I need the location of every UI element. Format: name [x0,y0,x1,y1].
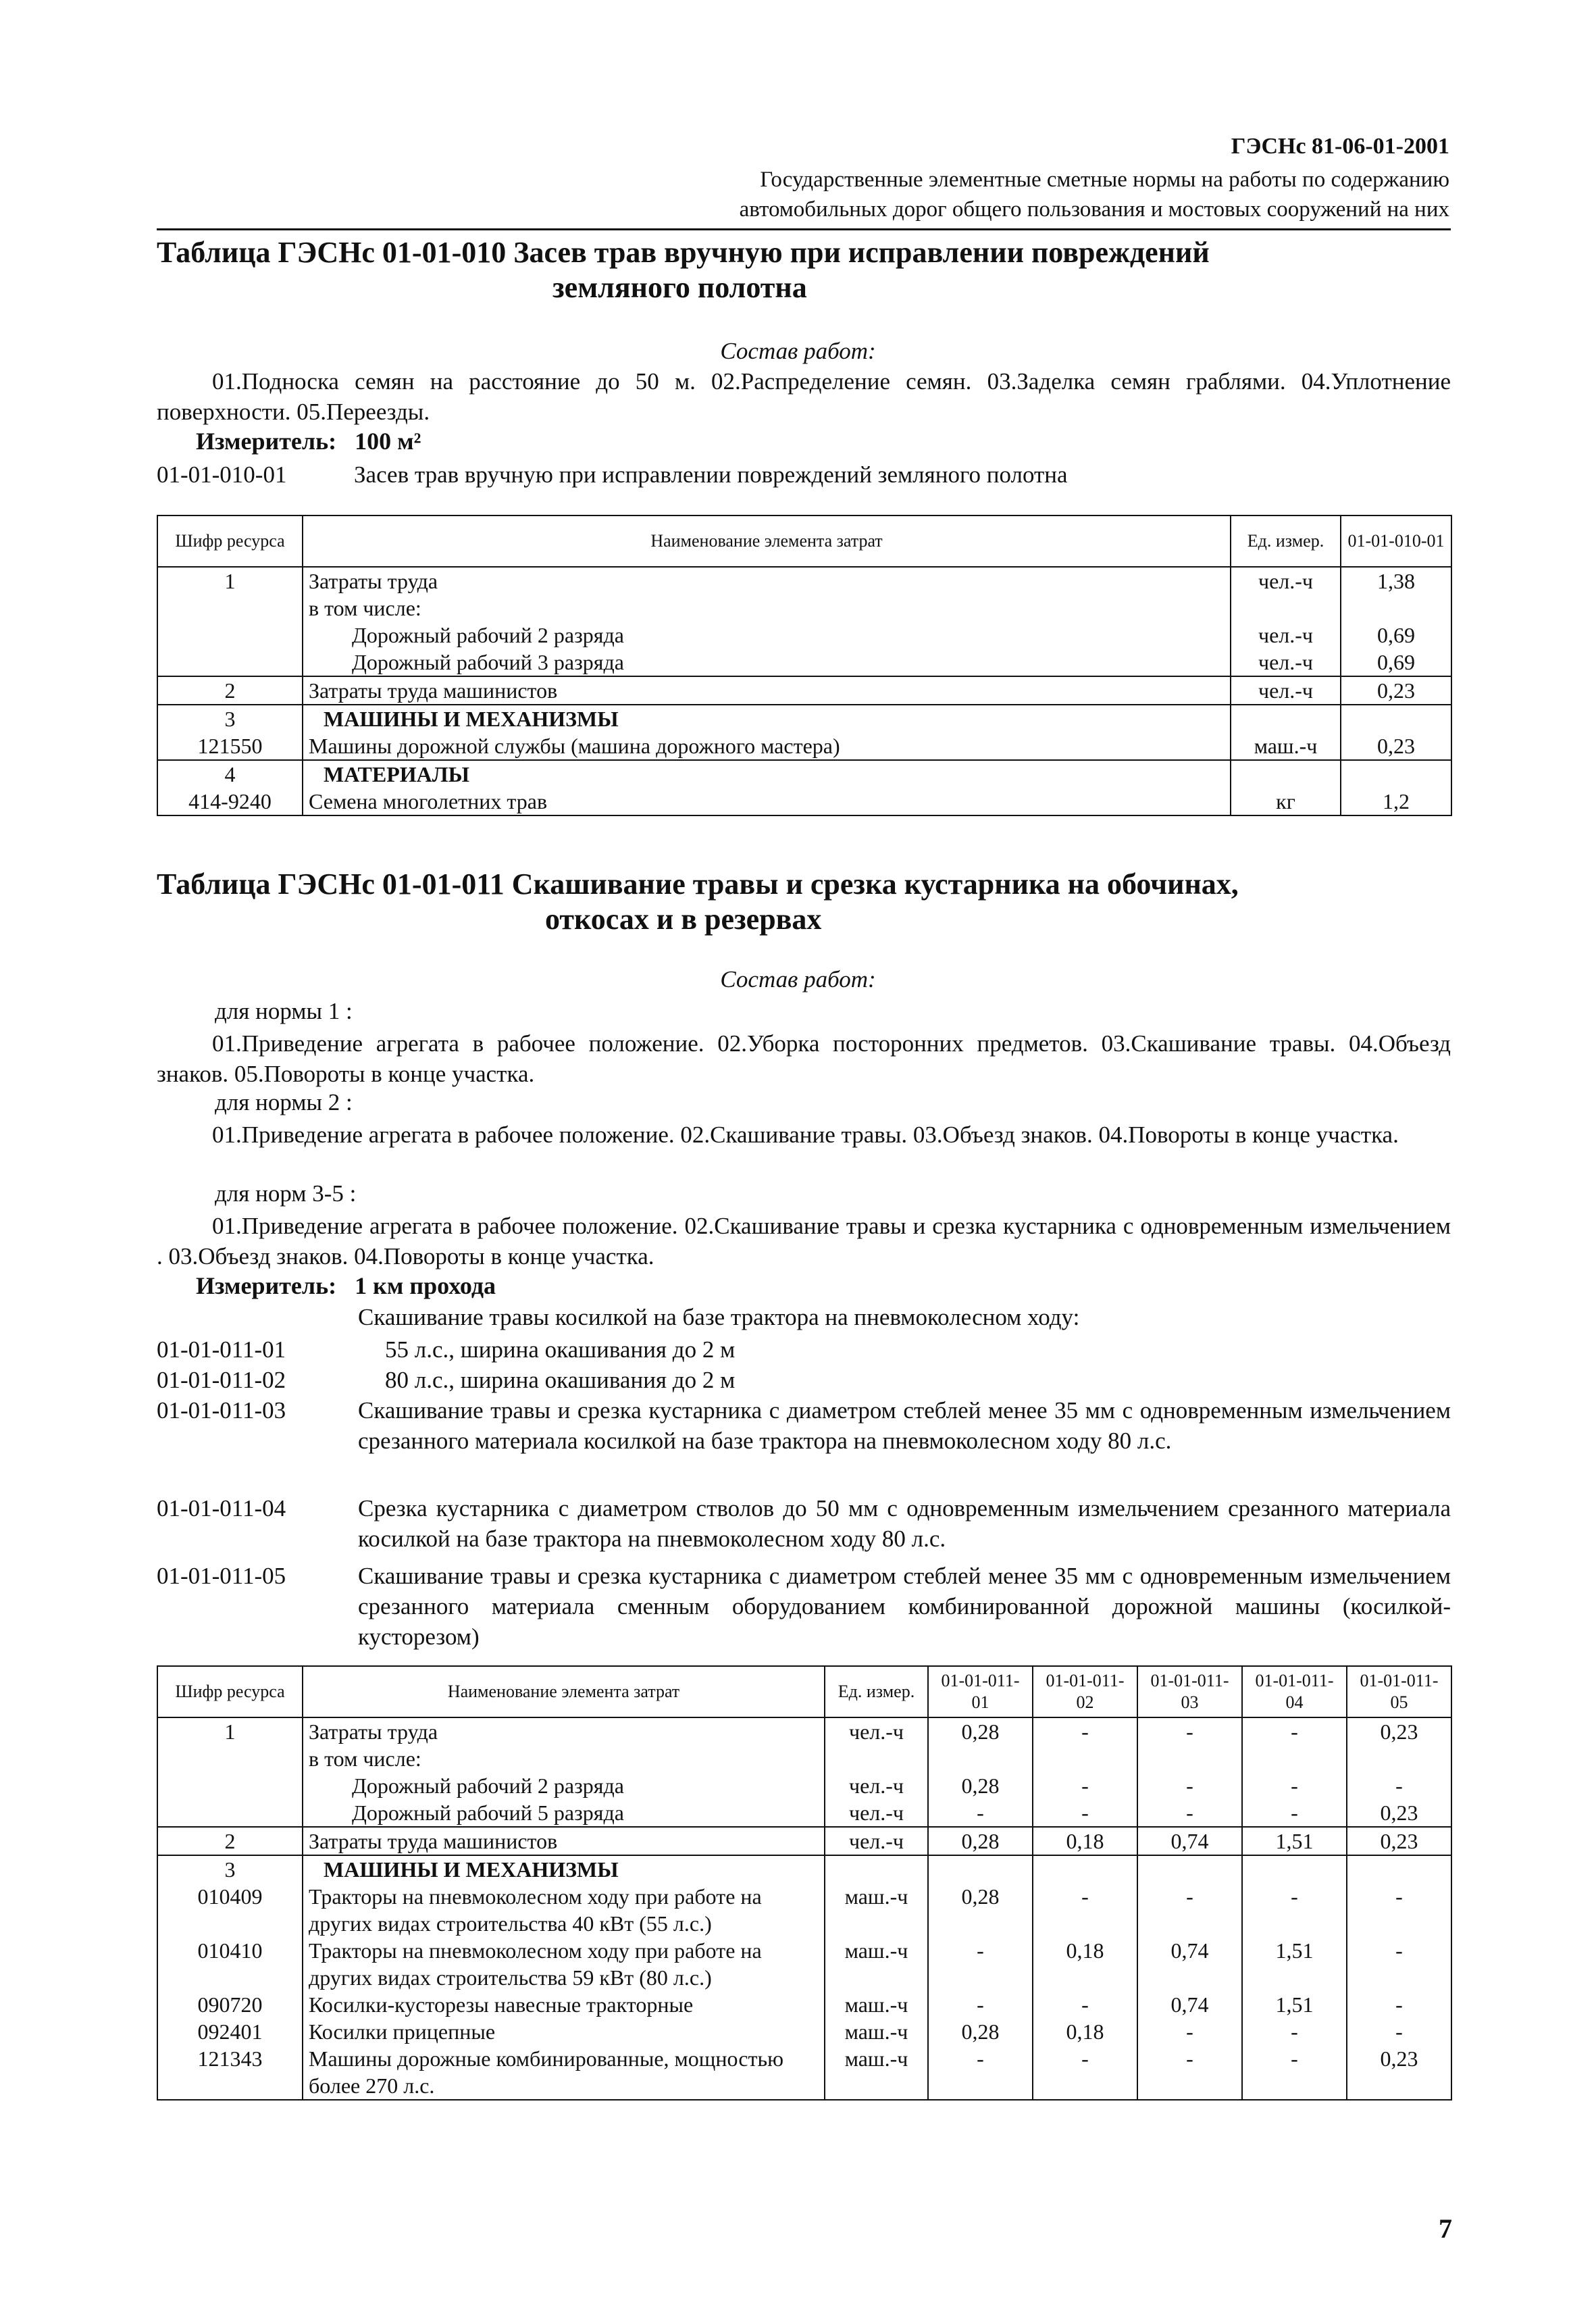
row-name: Дорожный рабочий 2 разряда [303,622,1231,649]
row-code [157,1799,303,1827]
row-value [1347,1855,1451,1883]
norm-row [157,1334,1451,1365]
row-value: 0,28 [928,1772,1033,1799]
row-code: 3 [157,1855,303,1883]
row-name: Затраты труда машинистов [303,676,1231,705]
row-value: - [1242,1717,1347,1745]
row-value: 0,28 [928,1827,1033,1855]
row-name: Дорожный рабочий 3 разряда [303,649,1231,676]
table-row [157,1717,1451,1745]
row-name: Косилки-кусторезы навесные тракторные [303,1991,825,2018]
row-value: - [1033,2045,1137,2100]
col-header-name: Наименование элемента затрат [303,515,1231,567]
row-code: 121343 [157,2045,303,2100]
norm2-work-text: 01.Приведение агрегата в рабочее положение. 02.Скашивание травы. 03.Объезд знаков. 04.Повороты в конце участка. [212,1122,1399,1148]
table-row [157,2018,1451,2045]
norm-row [157,1561,1451,1652]
table2-grid [157,1665,1452,2101]
row-value: 0,23 [1347,1827,1451,1855]
row-value [1242,1855,1347,1883]
col-header-code: Шифр ресурса [157,515,303,567]
row-value [1137,1855,1242,1883]
norm-row [157,1365,1451,1395]
row-value: - [1242,2045,1347,2100]
row-value: - [1347,1991,1451,2018]
row-value: - [928,1799,1033,1827]
table1-work-heading: Состав работ: [720,338,876,364]
norm-description: Скашивание травы и срезка кустарника с диаметром стеблей менее 35 мм с одновременным измельчением срезанного материала сменным оборудованием комбинированной дорожной машины (косилкой-кусторезом) [358,1563,1451,1650]
row-value: 0,23 [1341,676,1451,705]
row-value: 0,74 [1137,1991,1242,2018]
row-value: 0,74 [1137,1827,1242,1855]
norm-row [157,1493,1451,1554]
table-row [157,1799,1451,1827]
row-value [1341,595,1451,622]
row-value: 0,18 [1033,2018,1137,2045]
row-value: - [1347,2018,1451,2045]
row-name: МАТЕРИАЛЫ [303,760,1231,788]
measure-value: 100 м² [355,428,421,455]
row-value: - [1347,1937,1451,1991]
row-value: 0,28 [928,2018,1033,2045]
row-unit: маш.-ч [1231,732,1341,760]
row-name: Машины дорожной службы (машина дорожного мастера) [303,732,1231,760]
col-header-norm: 01-01-011-02 [1033,1666,1137,1717]
row-value [1033,1745,1137,1772]
row-value: - [1242,2018,1347,2045]
row-code: 414-9240 [157,788,303,815]
table-row [157,1991,1451,2018]
row-unit: маш.-ч [825,1937,928,1991]
row-code [157,649,303,676]
row-value: - [1137,1883,1242,1937]
row-unit: чел.-ч [825,1827,928,1855]
row-value: 0,69 [1341,622,1451,649]
page-number: 7 [1439,2213,1452,2244]
col-header-name: Наименование элемента затрат [303,1666,825,1717]
measure-value: 1 км прохода [355,1272,496,1299]
header-line-1: Государственные элементные сметные нормы на работы по содержанию [760,168,1449,192]
row-code: 1 [157,1717,303,1745]
row-name: в том числе: [303,1745,825,1772]
row-value: - [928,1991,1033,2018]
row-code: 092401 [157,2018,303,2045]
row-unit: чел.-ч [825,1772,928,1799]
row-value: - [1242,1772,1347,1799]
table-row [157,1745,1451,1772]
row-value: - [1137,2018,1242,2045]
row-value: - [1137,1717,1242,1745]
row-value: 1,51 [1242,1827,1347,1855]
col-header-norm: 01-01-010-01 [1341,515,1451,567]
table-row [157,1772,1451,1799]
table2-title: Таблица ГЭСНс 01-01-011 Скашивание травы и срезка кустарника на обочинах, [157,867,1239,901]
row-name: Затраты труда машинистов [303,1827,825,1855]
row-code: 010409 [157,1883,303,1937]
norm-code: 01-01-011-04 [157,1495,286,1521]
norm3-work-text: 01.Приведение агрегата в рабочее положение. 02.Скашивание травы и срезка кустарника с одновременным измельчением . 03.Объезд знаков. 04.Повороты в конце участка. [157,1213,1451,1269]
row-code: 1 [157,567,303,595]
norm2-label: для нормы 2 : [215,1089,353,1115]
row-value: 0,23 [1347,1717,1451,1745]
row-value: 1,38 [1341,567,1451,595]
row-code [157,1772,303,1799]
col-header-norm: 01-01-011-05 [1347,1666,1451,1717]
row-value: 0,18 [1033,1827,1137,1855]
norm-description: Срезка кустарника с диаметром стволов до 50 мм с одновременным измельчением срезанного материала косилкой на базе трактора на пневмоколесном ходу 80 л.с. [358,1495,1451,1552]
table-row [157,1883,1451,1937]
row-value: - [1137,2045,1242,2100]
row-value: 1,2 [1341,788,1451,815]
row-value: - [1137,1772,1242,1799]
row-unit: маш.-ч [825,1883,928,1937]
row-code: 2 [157,676,303,705]
row-name: Дорожный рабочий 2 разряда [303,1772,825,1799]
row-value: - [1242,1799,1347,1827]
row-name: МАШИНЫ И МЕХАНИЗМЫ [303,705,1231,732]
norm-row [157,1395,1451,1486]
row-unit: чел.-ч [1231,676,1341,705]
table-row [157,1855,1451,1883]
row-value: 0,18 [1033,1937,1137,1991]
row-value: - [1137,1799,1242,1827]
header-rule [157,228,1451,230]
row-value: 0,69 [1341,649,1451,676]
row-value: 0,23 [1347,2045,1451,2100]
norm3-label: для норм 3-5 : [215,1180,357,1207]
row-code [157,595,303,622]
norm-description: Засев трав вручную при исправлении повреждений земляного полотна [354,461,1068,488]
norm-code: 01-01-011-03 [157,1397,286,1424]
col-header-norm: 01-01-011-01 [928,1666,1033,1717]
col-header-norm: 01-01-011-03 [1137,1666,1242,1717]
table2-measure [196,1272,496,1300]
measure-label: Измеритель: [196,1272,337,1299]
row-value: 0,74 [1137,1937,1242,1991]
table2-title-cont: откосах и в резервах [545,903,822,936]
measure-label: Измеритель: [196,428,337,455]
row-code: 090720 [157,1991,303,2018]
norm-code: 01-01-011-05 [157,1563,286,1589]
norm-code: 01-01-011-02 [157,1367,286,1393]
row-name: Машины дорожные комбинированные, мощностью более 270 л.с. [303,2045,825,2100]
row-unit: чел.-ч [1231,622,1341,649]
row-code: 4 [157,760,303,788]
row-code: 121550 [157,732,303,760]
norm-description: 55 л.с., ширина окашивания до 2 м [385,1336,736,1363]
row-value: 0,28 [928,1717,1033,1745]
row-value [1033,1855,1137,1883]
row-value [1341,760,1451,788]
row-unit: маш.-ч [825,2045,928,2100]
row-value: - [1033,1799,1137,1827]
row-name: Дорожный рабочий 5 разряда [303,1799,825,1827]
row-unit: маш.-ч [825,2018,928,2045]
row-value: - [1242,1883,1347,1937]
row-value: - [1033,1883,1137,1937]
table1-title: Таблица ГЭСНс 01-01-010 Засев трав вручную при исправлении повреждений [157,236,1210,269]
row-code [157,622,303,649]
norm-code: 01-01-010-01 [157,461,287,488]
norm1-work-text: 01.Приведение агрегата в рабочее положение. 02.Уборка посторонних предметов. 03.Скашивание травы. 04.Объезд знаков. 05.Повороты в конце участка. [157,1030,1451,1087]
row-name: Затраты труда [303,567,1231,595]
row-code: 010410 [157,1937,303,1991]
norm-code: 01-01-011-01 [157,1336,286,1363]
row-value: 1,51 [1242,1937,1347,1991]
row-unit [1231,595,1341,622]
row-value: - [1033,1772,1137,1799]
row-unit [1231,760,1341,788]
row-value [928,1745,1033,1772]
row-name: в том числе: [303,595,1231,622]
table1-grid [157,515,1452,816]
row-name: Тракторы на пневмоколесном ходу при работе на других видах строительства 59 кВт (80 л.с.) [303,1937,825,1991]
norm1-label: для нормы 1 : [215,998,353,1024]
row-value: - [1033,1991,1137,2018]
table-row [157,1827,1451,1855]
row-value: - [928,1937,1033,1991]
row-value: 0,23 [1347,1799,1451,1827]
row-code [157,1745,303,1772]
row-unit: чел.-ч [825,1717,928,1745]
row-code: 2 [157,1827,303,1855]
row-unit: кг [1231,788,1341,815]
row-value: 0,23 [1341,732,1451,760]
col-header-code: Шифр ресурса [157,1666,303,1717]
row-value: - [1347,1772,1451,1799]
row-value [1137,1745,1242,1772]
row-name: Косилки прицепные [303,2018,825,2045]
document-code: ГЭСНс 81-06-01-2001 [1231,134,1449,159]
row-name: Затраты труда [303,1717,825,1745]
header-line-2: автомобильных дорог общего пользования и мостовых сооружений на них [739,197,1449,222]
row-name: Тракторы на пневмоколесном ходу при работе на других видах строительства 40 кВт (55 л.с.) [303,1883,825,1937]
norm-description: Скашивание травы и срезка кустарника с диаметром стеблей менее 35 мм с одновременным измельчением срезанного материала косилкой на базе трактора на пневмоколесном ходу 80 л.с. [358,1397,1451,1454]
row-value [1341,705,1451,732]
col-header-unit: Ед. измер. [825,1666,928,1717]
col-header-norm: 01-01-011-04 [1242,1666,1347,1717]
row-value: 1,51 [1242,1991,1347,2018]
row-unit: чел.-ч [825,1799,928,1827]
table1-measure [196,427,421,455]
row-unit [825,1855,928,1883]
row-value [1347,1745,1451,1772]
row-name: МАШИНЫ И МЕХАНИЗМЫ [303,1855,825,1883]
row-value [1242,1745,1347,1772]
row-unit [1231,705,1341,732]
norm-group-text: Скашивание травы косилкой на базе трактора на пневмоколесном ходу: [358,1304,1080,1330]
table1-work-text: 01.Подноска семян на расстояние до 50 м. 02.Распределение семян. 03.Заделка семян граблями. 04.Уплотнение поверхности. 05.Переезды. [157,368,1451,425]
row-value: 0,28 [928,1883,1033,1937]
row-value: - [928,2045,1033,2100]
norm-description: 80 л.с., ширина окашивания до 2 м [385,1367,736,1393]
table-row [157,1937,1451,1991]
table1-norm [157,459,1451,490]
row-unit: маш.-ч [825,1991,928,2018]
row-value: - [1033,1717,1137,1745]
row-value: - [1347,1883,1451,1937]
row-code: 3 [157,705,303,732]
col-header-unit: Ед. измер. [1231,515,1341,567]
row-unit: чел.-ч [1231,567,1341,595]
table2-work-heading: Состав работ: [720,966,876,992]
row-unit [825,1745,928,1772]
table1-title-cont: земляного полотна [552,271,807,304]
table-row [157,2045,1451,2100]
row-name: Семена многолетних трав [303,788,1231,815]
row-value [928,1855,1033,1883]
row-unit: чел.-ч [1231,649,1341,676]
